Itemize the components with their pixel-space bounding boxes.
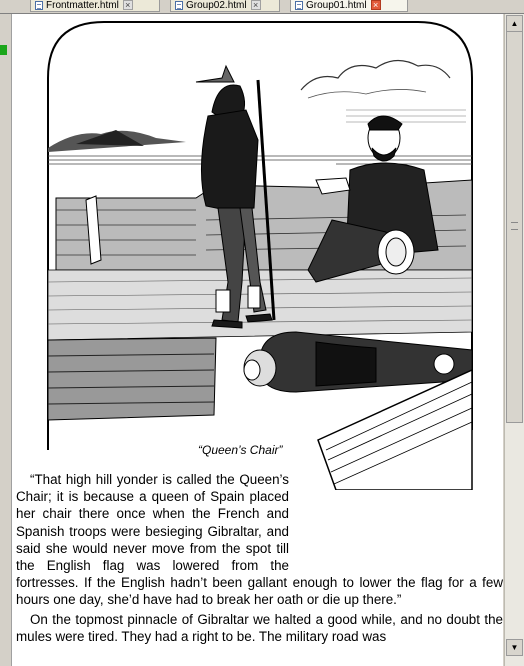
- tab-frontmatter[interactable]: [30, 0, 160, 12]
- close-tab-icon[interactable]: ×: [371, 0, 381, 10]
- tab-group02[interactable]: [170, 0, 280, 12]
- html-file-icon: [295, 1, 303, 10]
- html-file-icon: [35, 1, 43, 10]
- vertical-scrollbar[interactable]: [504, 14, 524, 666]
- paragraph: On the topmost pinnacle of Gibraltar we halted a good while, and no doubt the mules were tired. They had a right to be. The military road was: [16, 611, 503, 644]
- tab-bar: [0, 0, 524, 14]
- figure-wrap-space: [289, 471, 503, 571]
- close-tab-icon[interactable]: ×: [251, 0, 261, 10]
- tab-group01[interactable]: [290, 0, 408, 12]
- queens-chair-illustration: [46, 20, 474, 490]
- tab-label: Group02.html: [186, 0, 247, 11]
- document-page: [12, 14, 503, 666]
- html-file-icon: [175, 1, 183, 10]
- close-tab-icon[interactable]: ×: [123, 0, 133, 10]
- scroll-up-arrow-icon[interactable]: ▲: [506, 15, 523, 32]
- bookmark-marker: [0, 45, 7, 55]
- document-body: [16, 471, 503, 645]
- tab-label: Frontmatter.html: [46, 0, 119, 11]
- figure-caption: “Queen’s Chair”: [198, 443, 283, 457]
- paragraph: “That high hill yonder is called the Queen’s Chair; it is because a queen of Spain placed her chair there once when the French and Spanish troops were besieging Gibraltar, and said she would never move from the spot till the English flag was lowered from the fortresses. If the English hadn’t been gallant enough to lower the flag for a few hours one day, she’d have had to break her oath or die up there.”: [16, 472, 503, 608]
- tab-label: Group01.html: [306, 0, 367, 11]
- scroll-down-arrow-icon[interactable]: ▼: [506, 639, 523, 656]
- scrollbar-thumb[interactable]: [506, 31, 523, 423]
- left-gutter: [0, 14, 12, 666]
